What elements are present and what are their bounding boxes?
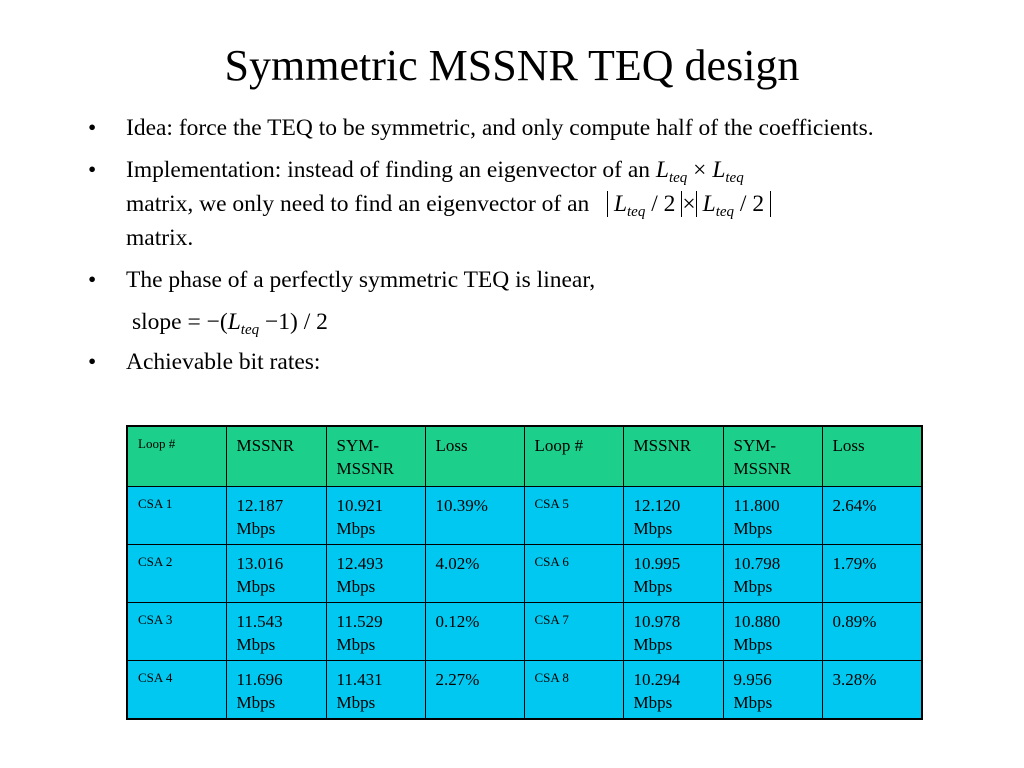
bullet-implementation-text-3: matrix. [126,225,194,251]
table-cell: 10.880 Mbps [723,602,822,660]
table-cell: CSA 2 [127,544,226,602]
table-cell: 10.39% [425,486,524,544]
bullet-marker: • [88,349,97,375]
table-cell: 12.120 Mbps [623,486,723,544]
table-cell: 11.800 Mbps [723,486,822,544]
bullet-idea [88,111,948,145]
slope-formula: slope = $-(L_{teq} -1) / 2$ [132,309,328,338]
table-cell: 11.431 Mbps [326,660,425,719]
slide-title: Symmetric MSSNR TEQ design [224,41,800,90]
table-header-cell: MSSNR [623,426,723,486]
table-cell: CSA 8 [524,660,623,719]
table-cell: CSA 1 [127,486,226,544]
table-cell: 2.64% [822,486,922,544]
table-cell: 10.978 Mbps [623,602,723,660]
table-header-cell: SYM-MSSNR [723,426,822,486]
half-matrix-size-formula: $L_{teq} / 2 \times L_{teq} / 2$ [607,191,771,217]
table-cell: 9.956 Mbps [723,660,822,719]
table-cell: 1.79% [822,544,922,602]
table-cell: 11.696 Mbps [226,660,326,719]
bullet-bit-rates-text: Achievable bit rates: [126,349,321,375]
table-cell: 10.921 Mbps [326,486,425,544]
table-row [127,486,922,544]
table-row [127,544,922,602]
table-header-row [127,426,922,486]
full-matrix-size-formula: $L_{teq} \times L_{teq}$ [655,157,744,186]
table-header-cell: MSSNR [226,426,326,486]
table-header-cell: SYM-MSSNR [326,426,425,486]
table-cell: 2.27% [425,660,524,719]
table-cell: 3.28% [822,660,922,719]
table-cell: 12.493 Mbps [326,544,425,602]
table-cell: CSA 4 [127,660,226,719]
table-cell: CSA 7 [524,602,623,660]
table-cell: CSA 5 [524,486,623,544]
table-header-cell: Loop # [524,426,623,486]
table-cell: 0.89% [822,602,922,660]
table-cell: 10.798 Mbps [723,544,822,602]
bullet-implementation-text-2: matrix, we only need to find an eigenvector of an [126,191,596,217]
bullet-bit-rates [88,345,948,379]
table-cell: 12.187 Mbps [226,486,326,544]
bullet-marker: • [88,267,97,293]
table-cell: 0.12% [425,602,524,660]
bullet-implementation [88,153,948,255]
table-header-cell: Loss [822,426,922,486]
bit-rate-table [126,425,923,720]
table-cell: 10.294 Mbps [623,660,723,719]
table-cell: CSA 6 [524,544,623,602]
table-cell: 11.543 Mbps [226,602,326,660]
bullet-implementation-text-1: Implementation: instead of finding an eigenvector of an [126,157,656,183]
table-header-cell: Loss [425,426,524,486]
table-row [127,602,922,660]
table-cell: 4.02% [425,544,524,602]
bullet-marker: • [88,157,97,183]
table-row [127,660,922,719]
bullet-phase-text: The phase of a perfectly symmetric TEQ is linear, [126,267,596,293]
table-cell: 13.016 Mbps [226,544,326,602]
table-cell: 10.995 Mbps [623,544,723,602]
table-header-cell: Loop # [127,426,226,486]
bullet-phase [88,263,948,297]
bullet-marker: • [88,115,97,141]
table-cell: 11.529 Mbps [326,602,425,660]
bullet-idea-text: Idea: force the TEQ to be symmetric, and only compute half of the coefficients. [126,115,874,141]
table-cell: CSA 3 [127,602,226,660]
bullet-list [88,111,948,387]
